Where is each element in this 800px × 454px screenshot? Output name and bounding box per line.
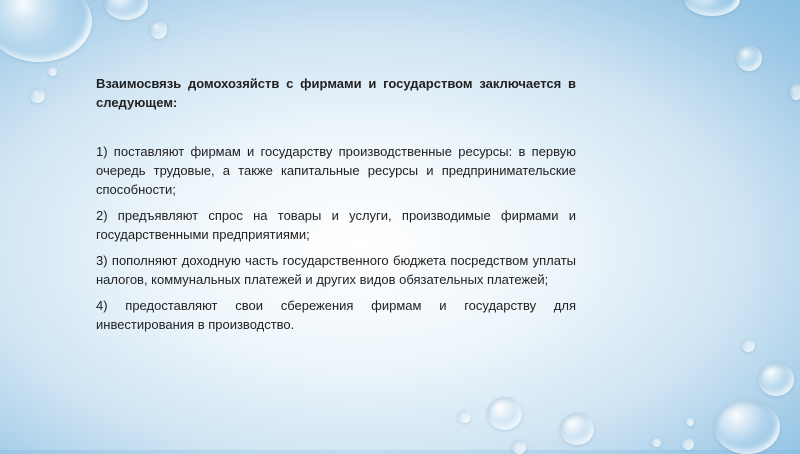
water-drop-decoration: [652, 438, 661, 447]
water-drop-decoration: [684, 0, 740, 16]
list-item: 1) поставляют фирмам и государству производственные ресурсы: в первую очередь трудовые, а также капитальные ресурсы и предпринимательские способности;: [96, 144, 576, 197]
water-drop-decoration: [560, 413, 594, 445]
water-drop-decoration: [0, 0, 92, 62]
water-drop-decoration: [790, 84, 800, 100]
list-item: 4) предоставляют свои сбережения фирмам и государству для инвестирования в производство.: [96, 298, 576, 332]
water-drop-decoration: [458, 410, 471, 423]
list-item: 2) предъявляют спрос на товары и услуги, производимые фирмами и государственными предприятиями;: [96, 208, 576, 242]
water-drop-decoration: [30, 88, 45, 103]
water-drop-decoration: [48, 67, 57, 76]
water-drop-decoration: [742, 339, 755, 352]
water-drop-decoration: [758, 362, 794, 396]
water-drop-decoration: [714, 400, 780, 454]
slide-content: [96, 74, 576, 341]
water-drop-decoration: [736, 45, 762, 71]
water-drop-decoration: [682, 438, 694, 450]
list-item: 3) пополняют доходную часть государственного бюджета посредством уплаты налогов, коммунальных платежей и других видов обязательных платежей;: [96, 253, 576, 287]
water-drop-decoration: [686, 418, 694, 426]
water-drop-decoration: [512, 440, 526, 454]
water-drop-decoration: [104, 0, 148, 20]
slide-title: Взаимосвязь домохозяйств с фирмами и государством заключается в следующем:: [96, 76, 576, 110]
water-drop-decoration: [487, 397, 522, 430]
water-drop-decoration: [150, 20, 167, 39]
